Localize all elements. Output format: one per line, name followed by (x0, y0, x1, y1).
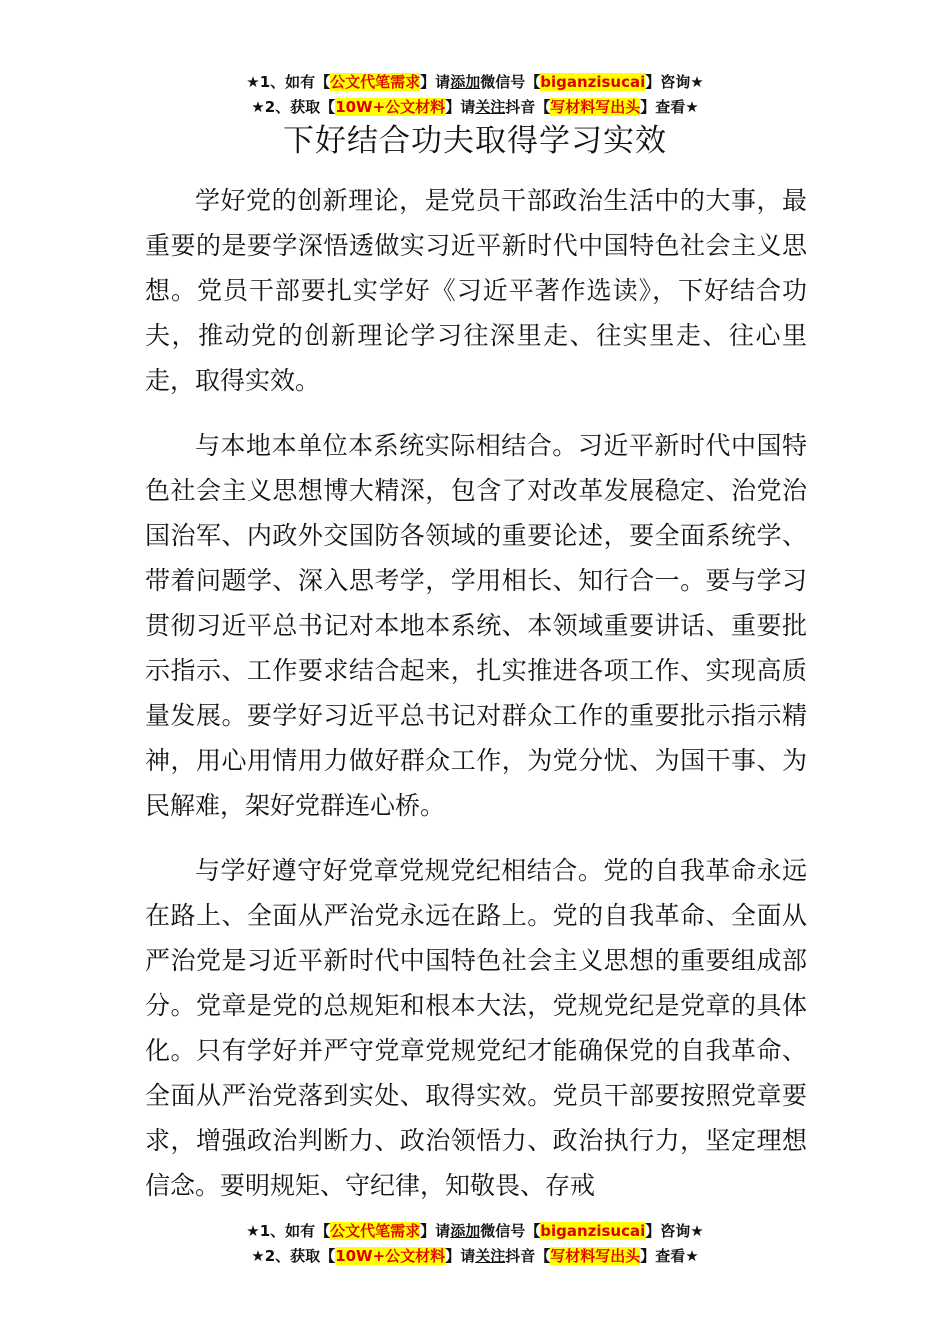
banner-wechat-id: biganzisucai (540, 1222, 646, 1240)
banner-text: 】咨询★ (645, 73, 704, 91)
banner-text: 抖音【 (505, 1247, 551, 1265)
banner-highlight: 公文代笔需求 (330, 73, 421, 91)
banner-emphasis: 添加 (450, 73, 481, 91)
banner-wechat-id: biganzisucai (540, 73, 646, 91)
footer-banner (0, 1219, 950, 1269)
banner-text: 微信号【 (480, 73, 541, 91)
banner-text: 】查看★ (640, 1247, 699, 1265)
paragraph: 与本地本单位本系统实际相结合。习近平新时代中国特色社会主义思想博大精深，包含了对改革发展稳定、治党治国治军、内政外交国防各领域的重要论述，要全面系统学、带着问题学、深入思考学，学用相长、知行合一。要与学习贯彻习近平总书记对本地本系统、本领域重要讲话、重要批示指示、工作要求结合起来，扎实推进各项工作、实现高质量发展。要学好习近平总书记对群众工作的重要批示指示精神，用心用情用力做好群众工作，为党分忧、为国干事、为民解难，架好党群连心桥。 (145, 431, 807, 820)
banner-line-1 (0, 70, 950, 95)
banner-text: 】咨询★ (645, 1222, 704, 1240)
document-body (145, 178, 807, 1208)
banner-line-2 (0, 1244, 950, 1269)
banner-line-2 (0, 95, 950, 120)
document-title: 下好结合功夫取得学习实效 (283, 123, 667, 159)
banner-emphasis: 关注 (475, 1247, 506, 1265)
banner-text: 微信号【 (480, 1222, 541, 1240)
banner-text: 】请 (445, 1247, 476, 1265)
banner-douyin-name: 写材料写出头 (550, 1247, 641, 1265)
banner-text: 抖音【 (505, 98, 551, 116)
banner-text: ★2、获取【 (251, 98, 336, 116)
banner-highlight: 10W+公文材料 (335, 98, 446, 116)
paragraph: 与学好遵守好党章党规党纪相结合。党的自我革命永远在路上、全面从严治党永远在路上。党的自我革命、全面从严治党是习近平新时代中国特色社会主义思想的重要组成部分。党章是党的总规矩和根本大法，党规党纪是党章的具体化。只有学好并严守党章党规党纪才能确保党的自我革命、全面从严治党落到实处、取得实效。党员干部要按照党章要求，增强政治判断力、政治领悟力、政治执行力，坚定理想信念。要明规矩、守纪律，知敬畏、存戒 (145, 856, 807, 1200)
banner-text: 】请 (420, 1222, 451, 1240)
banner-text: 】请 (420, 73, 451, 91)
banner-text: ★2、获取【 (251, 1247, 336, 1265)
banner-text: ★1、如有【 (246, 73, 331, 91)
banner-emphasis: 添加 (450, 1222, 481, 1240)
banner-text: 】请 (445, 98, 476, 116)
banner-emphasis: 关注 (475, 98, 506, 116)
banner-highlight: 公文代笔需求 (330, 1222, 421, 1240)
banner-douyin-name: 写材料写出头 (550, 98, 641, 116)
banner-text: 】查看★ (640, 98, 699, 116)
banner-line-1 (0, 1219, 950, 1244)
header-banner (0, 70, 950, 120)
banner-text: ★1、如有【 (246, 1222, 331, 1240)
banner-highlight: 10W+公文材料 (335, 1247, 446, 1265)
paragraph: 学好党的创新理论，是党员干部政治生活中的大事，最重要的是要学深悟透做实习近平新时代中国特色社会主义思想。党员干部要扎实学好《习近平著作选读》，下好结合功夫，推动党的创新理论学习往深里走、往实里走、往心里走，取得实效。 (145, 186, 807, 395)
